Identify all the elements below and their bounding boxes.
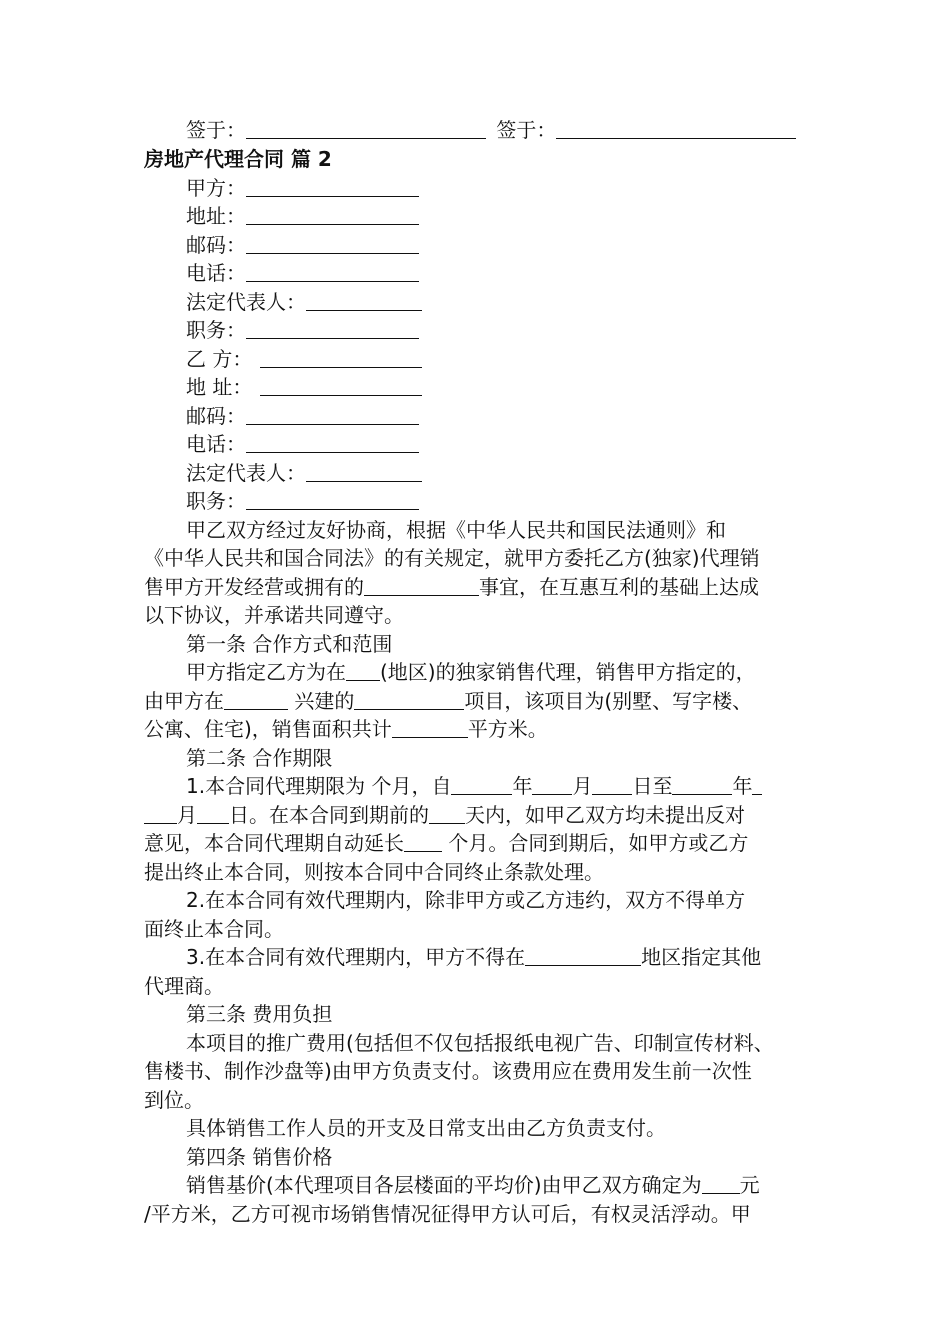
intro-line-2: 《中华人民共和国合同法》的有关规定，就甲方委托乙方(独家)代理销 [144, 546, 760, 570]
party-a-postcode-line [186, 231, 419, 260]
art2-heading: 第二条 合作期限 [186, 746, 333, 770]
party-b-name-line [186, 345, 422, 374]
party-a-position-label: 职务： [186, 318, 246, 342]
party-a-address-line [186, 202, 419, 231]
art4-l1-text-b: 元 [739, 1173, 760, 1197]
art2-p1-text-d: 日至 [632, 774, 673, 798]
art2-p2-line-2: 面终止本合同。 [144, 917, 284, 941]
art2-p1-text-c: 月 [572, 774, 593, 798]
art2-p2-line-1: 2.在本合同有效代理期内，除非甲方或乙方违约，双方不得单方 [186, 888, 746, 912]
party-a-address-blank[interactable] [246, 203, 419, 225]
art2-start-month-blank[interactable] [532, 773, 572, 795]
art1-project-blank[interactable] [354, 688, 464, 710]
intro-l3-text-b: 事宜，在互惠互利的基础上达成 [479, 575, 759, 599]
art2-p3-line-1 [186, 943, 761, 972]
art2-region-blank[interactable] [525, 944, 641, 966]
party-a-position-blank[interactable] [246, 317, 419, 339]
party-b-phone-line [186, 430, 419, 459]
signature-line [186, 116, 796, 145]
party-b-postcode-line [186, 402, 419, 431]
art2-p3-text-a: 3.在本合同有效代理期内，甲方不得在 [186, 945, 526, 969]
art1-line-2 [144, 687, 752, 716]
signature-blank-a[interactable] [246, 117, 486, 139]
signature-label-a: 签于： [186, 118, 246, 142]
intro-line-4: 以下协议，并承诺共同遵守。 [144, 603, 404, 627]
art1-area-blank[interactable] [392, 716, 468, 738]
art1-l1-text-b: (地区)的独家销售代理，销售甲方指定的， [380, 660, 756, 684]
art1-line-1 [186, 658, 756, 687]
art1-region-blank[interactable] [346, 659, 380, 681]
signature-label-b: 签于： [496, 118, 557, 142]
party-b-position-line [186, 487, 419, 516]
party-b-address-blank[interactable] [260, 374, 422, 396]
art2-p1-line-3 [144, 829, 748, 858]
art1-place-blank[interactable] [224, 688, 288, 710]
art4-price-blank[interactable] [702, 1172, 740, 1194]
party-b-phone-label: 电话： [186, 432, 246, 456]
art2-p1-l3-text-b: 个月。合同到期后，如甲方或乙方 [442, 831, 749, 855]
party-a-rep-label: 法定代表人： [186, 290, 306, 314]
art2-end-month-blank[interactable] [144, 802, 177, 824]
art2-start-day-blank[interactable] [592, 773, 632, 795]
art3-p1-line-3: 到位。 [144, 1088, 204, 1112]
art1-heading: 第一条 合作方式和范围 [186, 632, 393, 656]
party-b-rep-line [186, 459, 422, 488]
art1-l2-text-c: 项目，该项目为(别墅、写字楼、 [464, 689, 753, 713]
art2-p1-line-1 [186, 772, 762, 801]
party-a-rep-blank[interactable] [306, 289, 422, 311]
art1-l2-text-b: 兴建的 [288, 689, 355, 713]
art3-p1-line-2: 售楼书、制作沙盘等)由甲方负责支付。该费用应在费用发生前一次性 [144, 1059, 752, 1083]
art2-end-year-tail-blank[interactable] [752, 773, 762, 795]
art4-heading: 第四条 销售价格 [186, 1145, 333, 1169]
art2-p1-text-a: 1.本合同代理期限为 个月，自 [186, 774, 452, 798]
party-b-address-label: 地 址： [186, 375, 253, 399]
party-b-postcode-label: 邮码： [186, 404, 246, 428]
art1-l3-text-b: 平方米。 [467, 717, 548, 741]
art2-start-year-blank[interactable] [451, 773, 512, 795]
party-a-phone-label: 电话： [186, 261, 246, 285]
art2-p1-l2-text-c: 天内，如甲乙双方均未提出反对 [465, 803, 745, 827]
document-title: 房地产代理合同 篇 2 [144, 147, 332, 171]
art1-l1-text-a: 甲方指定乙方为在 [186, 660, 346, 684]
party-a-postcode-label: 邮码： [186, 233, 246, 257]
art2-extend-months-blank[interactable] [404, 830, 442, 852]
party-b-name-label: 乙 方： [186, 347, 253, 371]
art4-line-2: /平方米，乙方可视市场销售情况征得甲方认可后，有权灵活浮动。甲 [144, 1202, 751, 1226]
art2-p1-text-e: 年 [732, 774, 753, 798]
party-a-address-label: 地址： [186, 204, 246, 228]
art2-p1-l3-text-a: 意见，本合同代理期自动延长 [144, 831, 404, 855]
party-a-phone-blank[interactable] [246, 260, 419, 282]
party-b-rep-blank[interactable] [306, 460, 422, 482]
art2-p1-line-4: 提出终止本合同，则按本合同中合同终止条款处理。 [144, 860, 604, 884]
party-b-name-blank[interactable] [260, 346, 422, 368]
party-b-position-blank[interactable] [246, 488, 419, 510]
intro-line-1: 甲乙双方经过友好协商，根据《中华人民共和国民法通则》和 [186, 518, 726, 542]
party-b-address-line [186, 373, 422, 402]
party-a-name-blank[interactable] [246, 175, 419, 197]
intro-matter-blank[interactable] [364, 574, 479, 596]
intro-l3-text-a: 售甲方开发经营或拥有的 [144, 575, 364, 599]
art2-p3-line-2: 代理商。 [144, 974, 224, 998]
art2-end-day-blank[interactable] [197, 802, 229, 824]
signature-blank-b[interactable] [556, 117, 796, 139]
art3-p1-line-1: 本项目的推广费用(包括但不仅包括报纸电视广告、印制宣传材料、 [186, 1031, 774, 1055]
party-a-postcode-blank[interactable] [246, 232, 419, 254]
art3-heading: 第三条 费用负担 [186, 1002, 333, 1026]
art2-p3-text-b: 地区指定其他 [641, 945, 762, 969]
party-b-rep-label: 法定代表人： [186, 461, 306, 485]
intro-line-3 [144, 573, 759, 602]
party-b-phone-blank[interactable] [246, 431, 419, 453]
art4-line-1 [186, 1171, 760, 1200]
party-b-position-label: 职务： [186, 489, 246, 513]
art2-p1-line-2 [144, 801, 745, 830]
art2-p1-text-b: 年 [512, 774, 533, 798]
art2-days-blank[interactable] [429, 802, 465, 824]
art1-l3-text-a: 公寓、住宅)，销售面积共计 [144, 717, 392, 741]
art2-end-year-blank[interactable] [672, 773, 732, 795]
party-a-phone-line [186, 259, 419, 288]
party-a-name-line [186, 174, 419, 203]
art1-l2-text-a: 由甲方在 [144, 689, 224, 713]
party-a-rep-line [186, 288, 422, 317]
party-b-postcode-blank[interactable] [246, 403, 419, 425]
art2-p1-l2-text-b: 日。在本合同到期前的 [229, 803, 429, 827]
art1-line-3 [144, 715, 548, 744]
art3-p2-line-1: 具体销售工作人员的开支及日常支出由乙方负责支付。 [186, 1116, 666, 1140]
party-a-position-line [186, 316, 419, 345]
art4-l1-text-a: 销售基价(本代理项目各层楼面的平均价)由甲乙双方确定为 [186, 1173, 702, 1197]
party-a-name-label: 甲方： [186, 176, 246, 200]
art2-p1-l2-text-a: 月 [177, 803, 197, 827]
